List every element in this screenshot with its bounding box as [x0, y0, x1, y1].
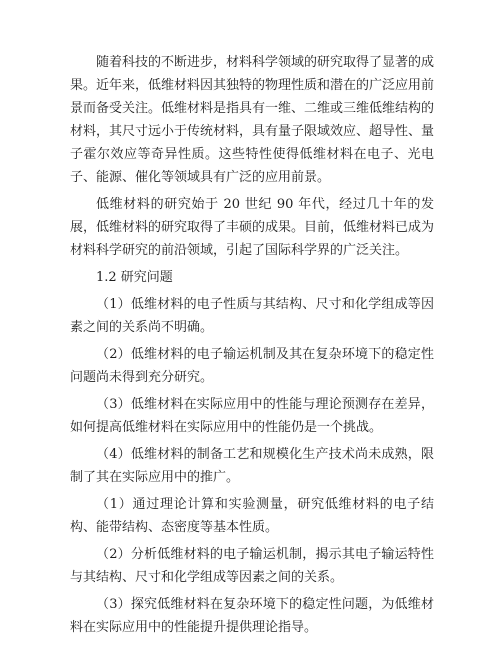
approach-item-1: （1）通过理论计算和实验测量，研究低维材料的电子结构、能带结构、态密度等基本性质。 [70, 497, 434, 535]
problem-item-3: （3）低维材料在实际应用中的性能与理论预测存在差异，如何提高低维材料在实际应用中的性能仍是一个挑战。 [70, 397, 434, 435]
intro-paragraph-1: 随着科技的不断进步，材料科学领域的研究取得了显著的成果。近年来，低维材料因其独特的物理性质和潜在的广泛应用前景而备受关注。低维材料是指具有一维、二维或三维低维结构的材料，其尺寸远小于传统材料，具有量子限域效应、超导性、量子霍尔效应等奇异性质。这些特性使得低维材料在电子、光电子、能源、催化等领域具有广泛的应用前景。 [70, 55, 435, 185]
section-heading: 1.2 研究问题 [96, 270, 173, 285]
problem-item-2: （2）低维材料的电子输运机制及其在复杂环境下的稳定性问题尚未得到充分研究。 [70, 347, 434, 385]
document-page [70, 51, 434, 639]
approach-item-3: （3）探究低维材料在复杂环境下的稳定性问题，为低维材料在实际应用中的性能提升提供理论指导。 [70, 597, 434, 635]
problem-item-4: （4）低维材料的制备工艺和规模化生产技术尚未成熟，限制了其在实际应用中的推广。 [70, 447, 434, 485]
intro-paragraph-2: 低维材料的研究始于 20 世纪 90 年代，经过几十年的发展，低维材料的研究取得了丰硕的成果。目前，低维材料已成为材料科学研究的前沿领域，引起了国际科学界的广泛关注。 [70, 197, 435, 258]
approach-item-2: （2）分析低维材料的电子输运机制，揭示其电子输运特性与其结构、尺寸和化学组成等因素之间的关系。 [70, 547, 434, 585]
problem-item-1: （1）低维材料的电子性质与其结构、尺寸和化学组成等因素之间的关系尚不明确。 [70, 297, 434, 335]
